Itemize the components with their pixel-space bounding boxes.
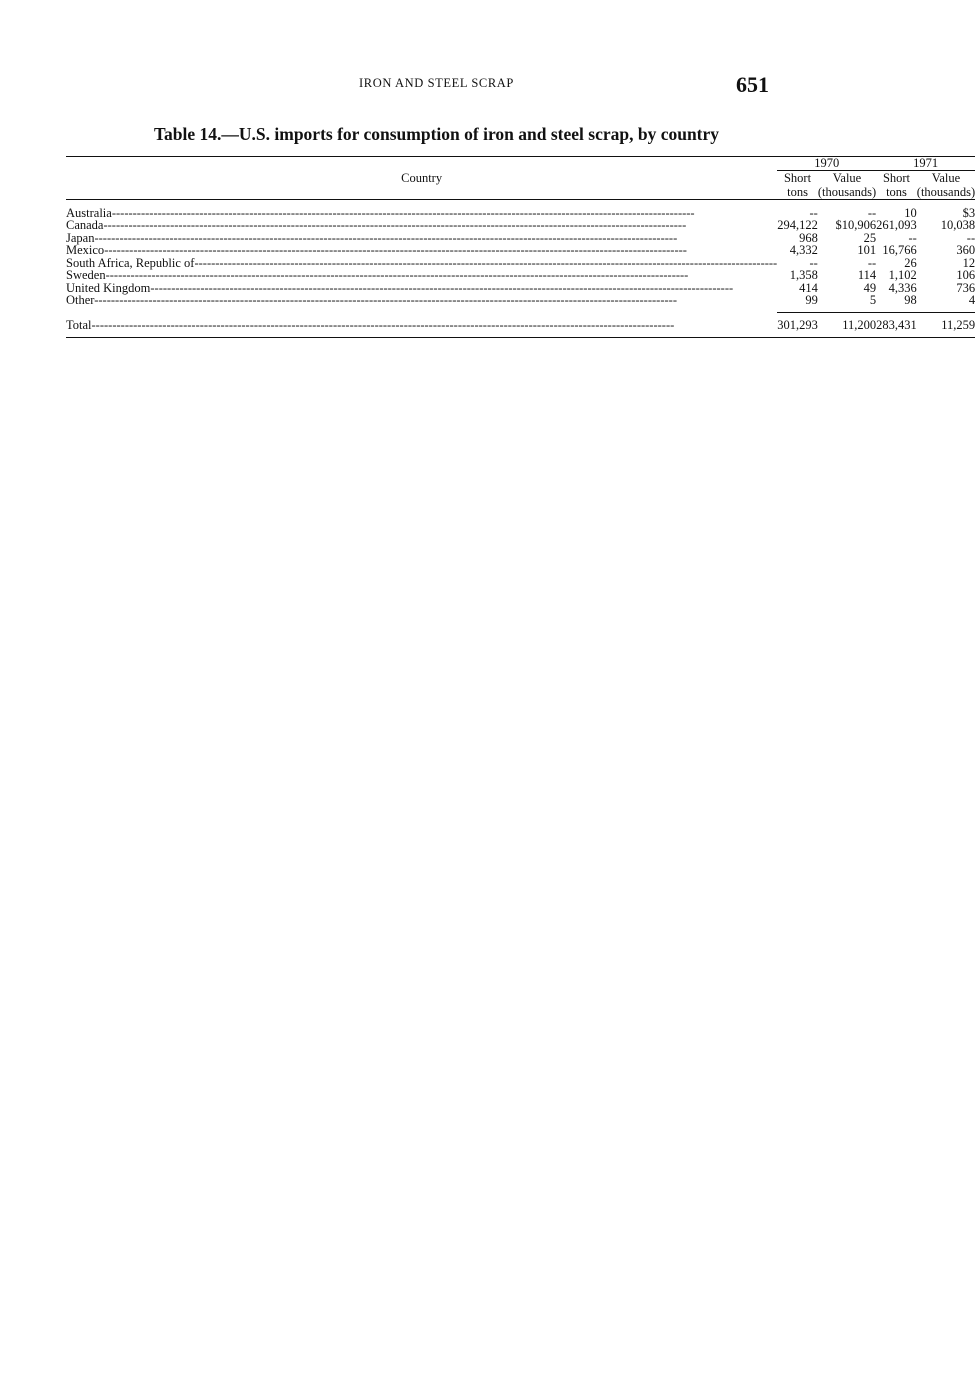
value-label: Value: [832, 170, 862, 185]
dot-leader: --------------------------------------------------------------------------------------------------------------------------------------------: [103, 218, 687, 232]
value-1970-cell: 5: [869, 293, 877, 307]
table-row: [66, 282, 975, 295]
imports-table: [66, 156, 975, 338]
total-short-tons-1970: 301,293: [777, 317, 818, 332]
value-label: Value: [931, 170, 961, 185]
table-row: [66, 294, 975, 312]
short-tons-1970-cell: 414: [799, 280, 818, 295]
value-1971-cell: 360: [956, 243, 975, 257]
total-row: [66, 313, 975, 338]
total-value-1971: 11,259: [941, 317, 975, 332]
country-name: Mexico: [66, 243, 105, 257]
country-name: South Africa, Republic of: [66, 255, 195, 270]
column-header-1970: 1970: [777, 157, 876, 171]
country-name: Canada: [66, 218, 104, 232]
short-tons-1971-cell: 4,336: [888, 280, 917, 295]
column-header-value-1971: [917, 170, 975, 199]
column-header-country: Country: [401, 170, 443, 185]
short-tons-1971-cell: 10: [904, 205, 917, 220]
column-header-1971: 1971: [876, 157, 975, 171]
dot-leader: --------------------------------------------------------------------------------------------------------------------------------------------: [94, 230, 678, 245]
value-unit-label: (thousands): [817, 184, 877, 199]
dot-leader: --------------------------------------------------------------------------------------------------------------------------------------------: [104, 243, 687, 257]
value-unit-label: (thousands): [916, 184, 975, 199]
value-1970-cell: 101: [857, 243, 877, 257]
value-1970-cell: --: [867, 205, 877, 220]
short-tons-1971-cell: 1,102: [888, 268, 917, 282]
country-cell: [66, 313, 777, 338]
value-1971-cell: 10,038: [940, 218, 975, 232]
short-tons-1970-cell: 1,358: [789, 268, 818, 282]
running-head: IRON AND STEEL SCRAP: [359, 76, 514, 90]
dot-leader: --------------------------------------------------------------------------------------------------------------------------------------------: [94, 293, 677, 308]
value-1971-cell: 12: [962, 255, 975, 270]
table-body: [66, 199, 975, 338]
short-tons-1970-cell: 99: [805, 293, 818, 307]
short-tons-1971-cell: 98: [904, 293, 917, 307]
country-name: Australia: [66, 205, 112, 220]
value-1970-cell: $10,906: [835, 218, 877, 232]
country-name: Sweden: [66, 268, 106, 282]
short-tons-1970-cell: --: [809, 255, 818, 270]
short-tons-1970-cell: 968: [799, 230, 818, 245]
value-1971-cell: $3: [962, 205, 975, 220]
value-1970-cell: 114: [857, 268, 877, 282]
value-1971-cell: 4: [968, 293, 975, 307]
country-name: Total: [66, 317, 92, 332]
country-name: United Kingdom: [66, 280, 151, 295]
short-tons-1971-cell: 261,093: [876, 218, 917, 232]
dot-leader: --------------------------------------------------------------------------------------------------------------------------------------------: [91, 317, 675, 332]
short-tons-1970-cell: 294,122: [777, 218, 818, 232]
short-tons-1970-cell: --: [809, 205, 818, 220]
country-name: Other: [66, 293, 95, 308]
table-title: Table 14.—U.S. imports for consumption of iron and steel scrap, by country: [153, 124, 720, 144]
dot-leader: --------------------------------------------------------------------------------------------------------------------------------------------: [111, 205, 695, 220]
column-header-value-1970: [818, 170, 876, 199]
value-1971-cell: --: [966, 230, 975, 245]
page-number: 651: [736, 72, 769, 97]
total-value-1970: 11,200: [842, 317, 877, 332]
country-cell: [66, 282, 777, 295]
value-1971-cell: 106: [956, 268, 975, 282]
short-tons-1971-cell: 16,766: [882, 243, 917, 257]
country-name: Japan: [66, 230, 95, 245]
total-short-tons-1971: 283,431: [876, 317, 917, 332]
value-1970-cell: 25: [863, 230, 877, 245]
dot-leader: --------------------------------------------------------------------------------------------------------------------------------------------: [150, 280, 734, 295]
dot-leader: --------------------------------------------------------------------------------------------------------------------------------------------: [105, 268, 689, 282]
dot-leader: --------------------------------------------------------------------------------------------------------------------------------------------: [194, 255, 778, 270]
column-header-short-tons-1971: Short tons: [882, 170, 911, 199]
value-1970-cell: 49: [863, 280, 877, 295]
value-1971-cell: 736: [956, 280, 975, 295]
short-tons-1971-cell: 26: [904, 255, 917, 270]
table-row: [66, 199, 975, 219]
country-cell: [66, 294, 777, 312]
column-header-short-tons-1970: Short tons: [783, 170, 812, 199]
short-tons-1971-cell: --: [908, 230, 917, 245]
country-cell: [66, 199, 777, 219]
short-tons-1970-cell: 4,332: [789, 243, 818, 257]
value-1970-cell: --: [867, 255, 877, 270]
